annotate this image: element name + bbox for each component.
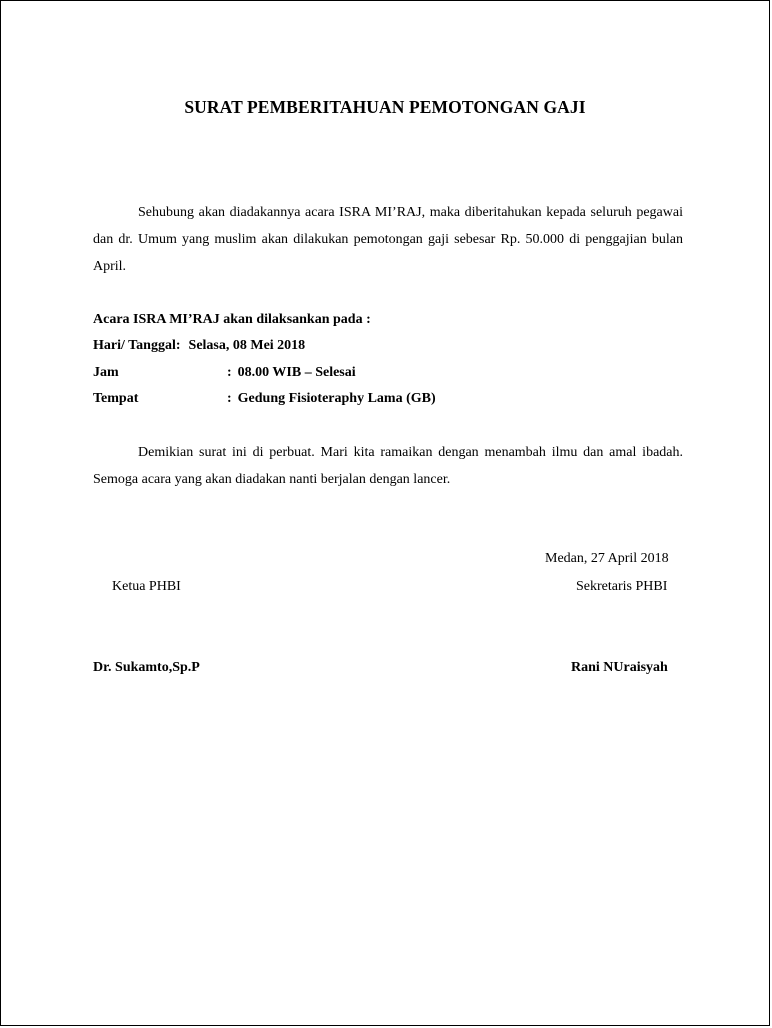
event-place-row bbox=[93, 391, 436, 407]
secretary-title: Sekretaris PHBI bbox=[576, 579, 668, 594]
closing-paragraph: Demikian surat ini di perbuat. Mari kita ramaikan dengan menambah ilmu dan amal ibadah. Semoga acara yang akan diadakan nanti berjalan dengan lancer. bbox=[93, 445, 683, 487]
time-label: Jam bbox=[93, 365, 119, 380]
place-separator: : bbox=[227, 391, 232, 406]
place-date: Medan, 27 April 2018 bbox=[545, 551, 669, 566]
chairman-title: Ketua PHBI bbox=[112, 579, 181, 594]
date-label: Hari/ Tanggal: bbox=[93, 338, 181, 353]
place-value: Gedung Fisioteraphy Lama (GB) bbox=[237, 391, 436, 406]
opening-paragraph: Sehubung akan diadakannya acara ISRA MI’RAJ, maka diberitahukan kepada seluruh pegawai dan dr. Umum yang muslim akan dilakukan pemotongan gaji sebesar Rp. 50.000 di penggajian bulan April. bbox=[93, 205, 683, 274]
time-value: 08.00 WIB – Selesai bbox=[237, 365, 356, 380]
place-label: Tempat bbox=[93, 391, 139, 406]
date-value: Selasa, 08 Mei 2018 bbox=[188, 338, 306, 353]
secretary-name: Rani NUraisyah bbox=[571, 660, 668, 675]
time-separator: : bbox=[227, 365, 232, 380]
event-date-row bbox=[93, 338, 305, 354]
letter-title: SURAT PEMBERITAHUAN PEMOTONGAN GAJI bbox=[184, 97, 586, 117]
event-intro: Acara ISRA MI’RAJ akan dilaksankan pada : bbox=[93, 312, 371, 327]
event-time-row bbox=[93, 365, 356, 381]
chairman-name: Dr. Sukamto,Sp.P bbox=[93, 660, 200, 675]
